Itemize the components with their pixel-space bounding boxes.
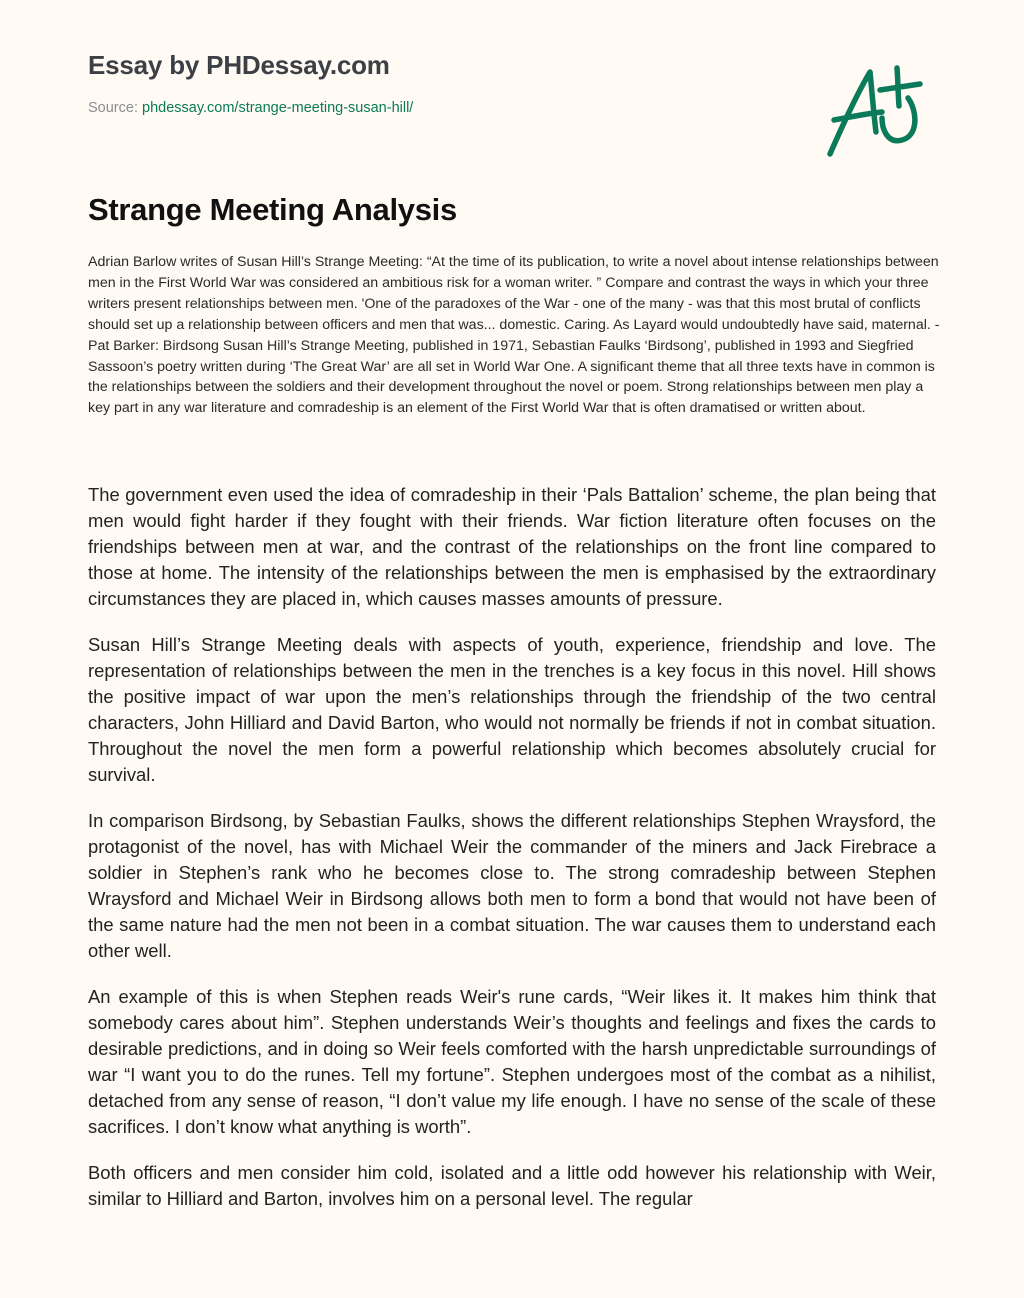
intro-paragraph: Adrian Barlow writes of Susan Hill’s Strange Meeting: “At the time of its publication, to write a novel about intense relationships between men in the First World War was considered an ambitious risk for a woman writer. ” Compare and contrast the ways in which your three writers present relationships between men. 'One of the paradoxes of the War - one of the many - was that this most brutal of conflicts should set up a relationship between officers and men that was... domestic. Caring. As Layard would undoubtedly have said, maternal. -Pat Barker: Birdsong Susan Hill’s Strange Meeting, published in 1971, Sebastian Faulks ‘Birdsong’, published in 1993 and Siegfried Sassoon’s poetry written during ‘The Great War’ are all set in World War One. A significant theme that all three texts have in common is the relationships between the soldiers and their development throughout the novel or poem. Strong relationships between men play a key part in any war literature and comradeship is an element of the First World War that is often dramatised or written about. [88, 254, 940, 417]
article-body [88, 482, 936, 1232]
content-fade-overlay [0, 1250, 1024, 1298]
a-plus-grade-icon [822, 62, 932, 162]
source-link[interactable]: phdessay.com/strange-meeting-susan-hill/ [142, 100, 414, 116]
page-title: Strange Meeting Analysis [88, 192, 457, 227]
body-paragraph: Both officers and men consider him cold, isolated and a little odd however his relationship with Weir, similar to Hilliard and Barton, involves him on a personal level. The regular [88, 1162, 936, 1209]
source-line [88, 98, 413, 118]
body-paragraph: Susan Hill’s Strange Meeting deals with aspects of youth, experience, friendship and love. The representation of relationships between the men in the trenches is a key focus in this novel. Hill shows the positive impact of war upon the men’s relationships through the friendship of the two central characters, John Hilliard and David Barton, who would not normally be friends if not in combat situation. Throughout the novel the men form a powerful relationship which becomes absolutely crucial for survival. [88, 634, 936, 785]
body-paragraph: An example of this is when Stephen reads Weir's rune cards, “Weir likes it. It makes him think that somebody cares about him”. Stephen understands Weir’s thoughts and feelings and fixes the cards to desirable predictions, and in doing so Weir feels comforted with the harsh unpredictable surroundings of war “I want you to do the runes. Tell my fortune”. Stephen undergoes most of the combat as a nihilist, detached from any sense of reason, “I don’t value my life enough. I have no sense of the scale of these sacrifices. I don’t know what anything is worth”. [88, 986, 936, 1137]
site-header [88, 48, 413, 118]
source-label: Source: [88, 100, 142, 116]
body-paragraph: In comparison Birdsong, by Sebastian Faulks, shows the different relationships Stephen Wraysford, the protagonist of the novel, has with Michael Weir the commander of the miners and Jack Firebrace a soldier in Stephen’s rank who he becomes close to. The strong comradeship between Stephen Wraysford and Michael Weir in Birdsong allows both men to form a bond that would not have been of the same nature had the men not been in a combat situation. The war causes them to understand each other well. [88, 810, 936, 961]
body-paragraph: The government even used the idea of comradeship in their ‘Pals Battalion’ scheme, the plan being that men would fight harder if they fought with their friends. War fiction literature often focuses on the friendships between men at war, and the contrast of the relationships on the front line compared to those at home. The intensity of the relationships between the men is emphasised by the extraordinary circumstances they are placed in, which causes masses amounts of pressure. [88, 484, 936, 609]
site-title: Essay by PHDessay.com [88, 50, 390, 80]
